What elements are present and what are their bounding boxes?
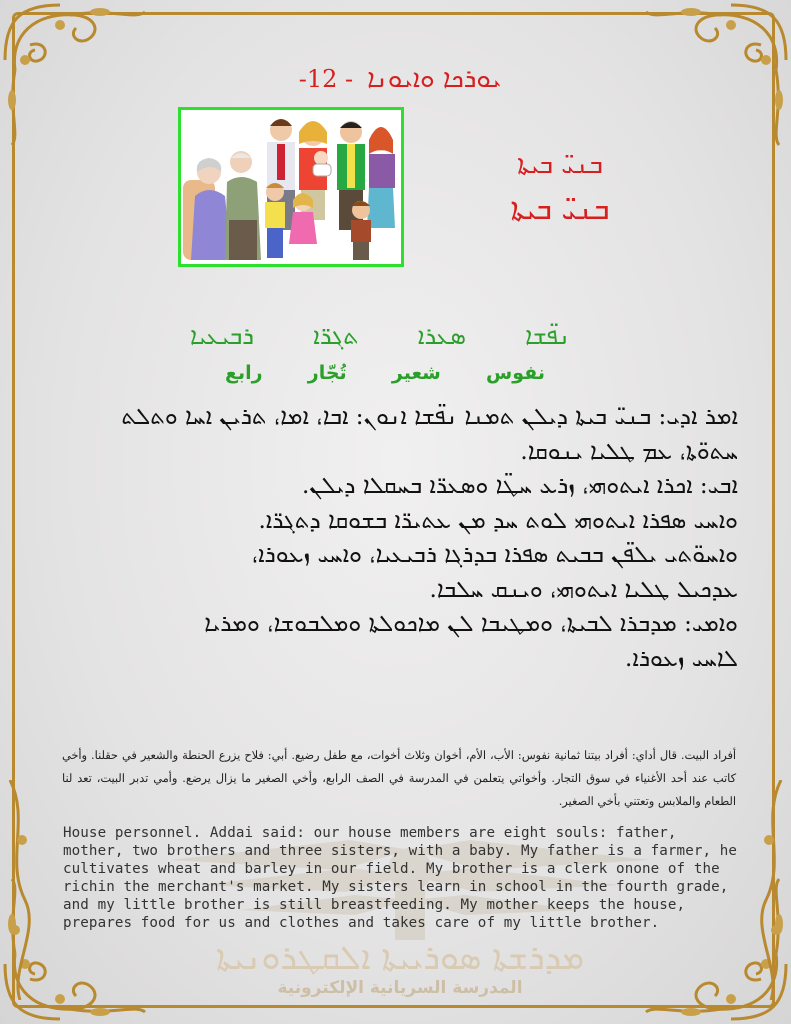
vocab-arabic-word: تُجّار xyxy=(307,362,347,384)
syriac-line: ܐܡܪ ܐܕܝ: ܒܢܝ̈ ܒܝܬܐ ܕܝܠܢ ܬܡܢܐ ܢܦ̈ܫܐ ܐܢܘܢ: ܐܒܐ، ܐܡܐ، ܬܪܝܢ ܐܚܐ ܘܬܠܬ xyxy=(121,404,738,430)
lesson-title xyxy=(240,62,560,96)
syriac-line: ܠܐܚܝ ܙܥܘܪܐ. xyxy=(625,645,738,672)
family-illustration-icon xyxy=(181,110,401,264)
lesson-title-syriac: ܝܘܪܟܐ ܘܐܝܘܢܐ xyxy=(367,63,502,94)
syriac-line: ܚܬܘ̈ܬܐ، ܥܡ ܛܠܝܐ ܝܢܘܩܐ. xyxy=(520,438,738,465)
vocab-syriac-word: ܣܥܪܐ xyxy=(417,322,466,350)
syriac-text-body xyxy=(58,400,738,676)
vocab-arabic-word: شعير xyxy=(391,362,441,384)
vocab-arabic-word: رابع xyxy=(225,362,263,384)
vocab-arabic-word: نفوس xyxy=(486,362,545,384)
english-translation: House personnel. Addai said: our house members are eight souls: father, mother, two brothers and three sisters, with a baby. My father is a farmer, he cultivates wheat and barley in our field. My brother is a clerk onone of the richin the merchant's market. My sisters learn in school in the fourth grade, and my little brother is still breastfeeding. My mother keeps the house, prepares food for us and clothes and takes care of my little brother. xyxy=(63,825,738,931)
syriac-line: ܘܐܡܝ: ܡܕܒܪܐ ܠܒܝܬܐ، ܘܡܛܝܒܐ ܠܢ ܡܐܟܘܠܬܐ ܘܡܠܒܘܫܐ، ܘܡܪܝܐ xyxy=(204,611,738,637)
lesson-heading-vocalized: ܒܢܝ̈ ܒܝܬܐ xyxy=(517,150,603,180)
lesson-number: -12 - xyxy=(298,65,354,93)
syriac-line: ܥܕܟܝܠ ܛܠܝܐ ܐܝܬܘܗܝ، ܘܝܢܩ ܚܠܒܐ. xyxy=(429,576,738,603)
ornament-side-right-icon xyxy=(751,780,791,1000)
vocabulary-arabic-row xyxy=(225,362,545,392)
vocab-syriac-word: ܢܦ̈ܫܐ xyxy=(525,322,570,350)
watermark-arabic: المدرسة السريانية الإلكترونية xyxy=(277,978,523,998)
ornament-corner-top-right-icon xyxy=(641,0,791,150)
watermark-syriac: ܡܕܪܫܬܐ ܣܘܪܝܝܬܐ ܐܠܩܛܪܘܢܝܬܐ xyxy=(215,938,585,978)
ornament-side-left-icon xyxy=(0,780,40,1000)
vocabulary-syriac-row xyxy=(190,322,570,352)
vocab-syriac-word: ܪܒܝܥܝܐ xyxy=(190,322,254,350)
family-illustration xyxy=(178,107,404,267)
ornament-corner-top-left-icon xyxy=(0,0,150,150)
vocab-syriac-word: ܬܓܪ̈ܐ xyxy=(313,322,359,350)
syriac-line: ܘܐܚܝ ܣܦܪܐ ܐܝܬܘܗܝ ܠܘܬ ܚܕ ܡܢ ܥܬܝܪ̈ܐ ܒܫܘܩܐ ܕܬܓܪ̈ܐ. xyxy=(258,507,738,534)
lesson-heading: ܒܢܝ̈ ܒܝܬܐ xyxy=(510,192,610,227)
syriac-line: ܘܐܚܘ̈ܬܝ ܝܠܦ̈ܢ ܒܒܝܬ ܣܦܪܐ ܒܕܪܓܐ ܪܒܝܥܝܐ، ܘܐܚܝ ܙܥܘܪܐ، xyxy=(251,542,738,568)
syriac-line: ܐܒܝ: ܐܟܪܐ ܐܝܬܘܗܝ، ܙܪܥ ܚܛ̈ܐ ܘܣܥܪ̈ܐ ܒܚܩܠܐ ܕܝܠܢ. xyxy=(302,473,738,499)
arabic-translation: أفراد البيت. قال أداي: أفراد بيتنا ثمانية نفوس: الأب، الأم، أخوان وثلاث أخوات، مع طفل رضيع. أبي: فلاح يزرع الحنطة والشعير في حقلنا. وأخي كاتب عند أحد الأغنياء في سوق التجار. وأخواتي يتعلمن في المدرسة في الصف الرابع، وأخي الصغير ما يزال يرضع. وأمي تدبر البيت، تعد لنا الطعام والملابس وتعتني بأخي الصغير. xyxy=(62,749,736,808)
